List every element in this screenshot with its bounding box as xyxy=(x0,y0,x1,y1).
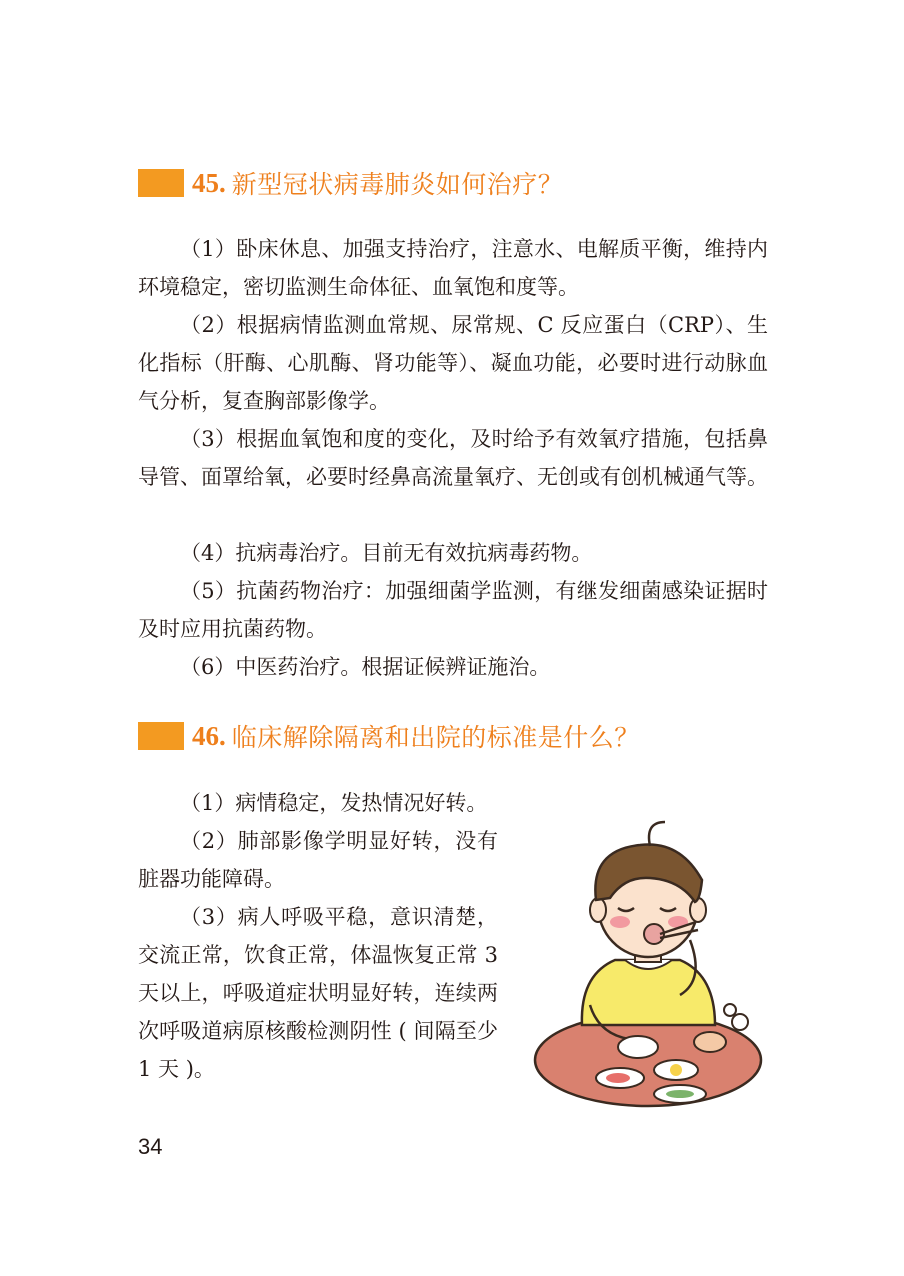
paragraph: （1）病情稳定，发热情况好转。 xyxy=(180,791,488,815)
section-number: 45. xyxy=(192,167,226,198)
heading-marker xyxy=(138,169,184,197)
paragraph: （6）中医药治疗。根据证候辨证施治。 xyxy=(180,655,551,679)
heading-marker xyxy=(138,722,184,750)
section-title: 临床解除隔离和出院的标准是什么？ xyxy=(231,723,640,752)
paragraph: （5）抗菌药物治疗：加强细菌学监测，有继发细菌感染证据时及时应用抗菌药物。 xyxy=(138,579,768,641)
paragraph: （1）卧床休息、加强支持治疗，注意水、电解质平衡，维持内环境稳定，密切监测生命体征、血氧饱和度等。 xyxy=(138,237,768,299)
paragraph: （3）根据血氧饱和度的变化，及时给予有效氧疗措施，包括鼻导管、面罩给氧，必要时经鼻高流量氧疗、无创或有创机械通气等。 xyxy=(138,427,768,489)
section-number: 46. xyxy=(192,720,226,751)
paragraph: （3）病人呼吸平稳，意识清楚，交流正常，饮食正常，体温恢复正常 3 天以上，呼吸道症状明显好转，连续两次呼吸道病原核酸检测阴性 ( 间隔至少 1 天 )。 xyxy=(138,905,498,1081)
section-title: 新型冠状病毒肺炎如何治疗？ xyxy=(231,170,564,199)
page-number: 34 xyxy=(138,1134,163,1159)
paragraph: （2）根据病情监测血常规、尿常规、C 反应蛋白（CRP）、生化指标（肝酶、心肌酶、肾功能等）、凝血功能，必要时进行动脉血气分析，复查胸部影像学。 xyxy=(138,313,768,413)
paragraph: （4）抗病毒治疗。目前无有效抗病毒药物。 xyxy=(180,541,593,565)
boy-eating-illustration xyxy=(530,810,770,1110)
section-46-heading xyxy=(138,716,640,756)
section-45-heading xyxy=(138,163,563,203)
paragraph: （2）肺部影像学明显好转，没有脏器功能障碍。 xyxy=(138,829,498,891)
